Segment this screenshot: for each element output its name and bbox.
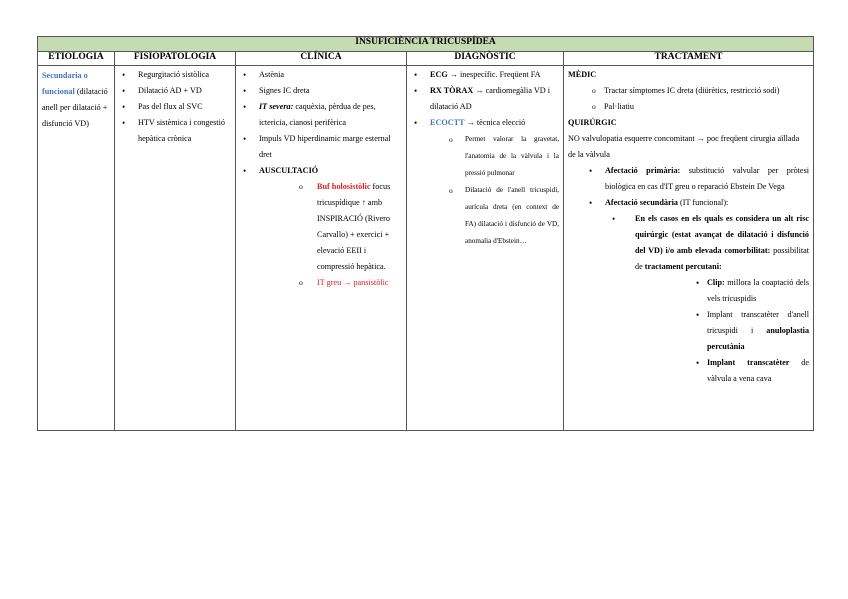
header-clinica: CLÍNICA <box>236 52 407 66</box>
table-title: INSUFICIÈNCIA TRICUSPÍDEA <box>38 37 814 52</box>
diag-eco-text: → tècnica elecció <box>466 118 526 127</box>
diag-ecg-label: ECG <box>430 70 448 79</box>
tract-percutani: tractament percutani: <box>644 262 722 271</box>
list-item <box>236 67 400 83</box>
tract-secundaria-text: (IT funcional): <box>680 198 729 207</box>
list-item <box>407 115 559 250</box>
etiologia-text: (dilatació anell per dilatació + disfunció VD) <box>42 87 108 128</box>
list-item <box>295 275 400 291</box>
tract-quirurgic-text: NO valvulopatia esquerre concomitant → poc freqüent cirurgia aïllada de la vàlvula <box>568 134 800 159</box>
list-item <box>582 195 809 387</box>
header-fisiopatologia: FISIOPATOLOGIA <box>115 52 236 66</box>
list-item <box>236 99 400 131</box>
diag-rx-text: → cardiomegàlia VD i dilatació AD <box>430 86 550 111</box>
clinica-severa-label: IT severa: <box>259 102 294 111</box>
list-item <box>447 182 559 250</box>
tract-implant2-bold: Implant transcatèter <box>707 358 790 367</box>
tract-medic-item: Pal·liatiu <box>604 102 635 111</box>
tract-medic-item: Tractar símptomes IC dreta (diürètics, restricció sodi) <box>604 86 780 95</box>
tract-implant1-bold: anuloplastia percutània <box>707 326 810 351</box>
clinica-buf-red: Buf holosistòlic <box>317 182 371 191</box>
tricuspid-summary-table <box>37 36 814 431</box>
list-item <box>236 83 400 99</box>
list-item <box>582 163 809 195</box>
fisio-item-text: Dilatació AD + VD <box>138 86 202 95</box>
tract-clip-label: Clip: <box>707 278 725 287</box>
list-item <box>115 99 235 115</box>
clinica-signes: Signes IC dreta <box>259 86 310 95</box>
list-item <box>115 115 235 147</box>
fisio-item-text: Regurgitació sistòlica <box>138 70 210 79</box>
list-item <box>115 83 235 99</box>
diag-eco-sub1: Permet valorar la gravetat, l'anatomia de la vàlvula i la pressió pulmonar <box>465 135 559 177</box>
clinica-cell <box>236 66 407 431</box>
list-item <box>236 131 400 163</box>
tract-secundaria-label: Afectació secundària <box>605 198 678 207</box>
clinica-auscultacio: AUSCULTACIÓ <box>259 166 319 175</box>
clinica-buf-text: focus tricuspídique ↑ amb INSPIRACIÓ (Rivero Carvallo) + exercici + elevació EEII i compressió hepàtica. <box>317 182 391 271</box>
list-item <box>605 211 809 387</box>
list-item <box>407 67 559 83</box>
list-item <box>407 83 559 115</box>
diag-eco-label: ECOCTT <box>430 118 465 127</box>
diag-rx-label: RX TÒRAX <box>430 86 474 95</box>
list-item <box>590 99 809 115</box>
list-item <box>590 83 809 99</box>
fisio-item-text: Pas del flux al SVC <box>138 102 203 111</box>
header-etiologia: ETIOLOGIA <box>38 52 115 66</box>
tractament-cell <box>564 66 814 431</box>
clinica-severa-text: caquèxia, pèrdua de pes, ictericia, cianosi perifèrica <box>259 102 376 127</box>
clinica-impuls: Impuls VD hiperdinamic marge esternal dret <box>259 134 391 159</box>
tract-clip-text: millora la coaptació dels vels tricuspidis <box>707 278 810 303</box>
list-item <box>689 355 809 387</box>
tract-primaria-text: substitució valvular per pròtesi biològica en cas d'IT greu o reparació Ebstein De Vega <box>605 166 810 191</box>
tract-implant1-text: Implant transcatèter d'anell tricuspidi i <box>707 310 810 335</box>
diagnostic-cell <box>407 66 564 431</box>
list-item <box>236 163 400 291</box>
fisio-item-text: HTV sistèmica i congestió hepàtica crònica <box>138 118 225 143</box>
list-item <box>295 179 400 275</box>
etiologia-heading: Secundaria o funcional <box>42 71 88 96</box>
header-diagnostic: DIAGNÒSTIC <box>407 52 564 66</box>
fisiopatologia-cell <box>115 66 236 431</box>
tract-risc-text: En els casos en els quals es considera un alt risc quirúrgic (estat avançat de dilatació i disfunció del VD) i/o amb elevada comorbilitat: <box>635 214 810 255</box>
list-item <box>689 275 809 307</box>
list-item <box>447 131 559 182</box>
tract-implant2-text: de vàlvula a vena cava <box>707 358 810 383</box>
header-tractament: TRACTAMENT <box>564 52 814 66</box>
diag-eco-sub2: Dilatació de l'anell tricuspidi, aurícula dreta (en context de FA) dilatació i disfunció de VD, anomalia d'Ebstein… <box>465 186 559 245</box>
tract-medic-heading: MÈDIC <box>568 70 597 79</box>
tract-quirurgic-heading: QUIRÚRGIC <box>568 118 617 127</box>
list-item <box>115 67 235 83</box>
diag-ecg-text: → inespecífic. Freqüent FA <box>449 70 541 79</box>
etiologia-cell <box>38 66 115 431</box>
clinica-greu: IT greu → pansistòlic <box>317 278 389 287</box>
list-item <box>689 307 809 355</box>
tract-primaria-label: Afectació primària: <box>605 166 681 175</box>
clinica-astenia: Astènia <box>259 70 285 79</box>
tract-possibilitat: possibilitat de <box>635 246 810 271</box>
